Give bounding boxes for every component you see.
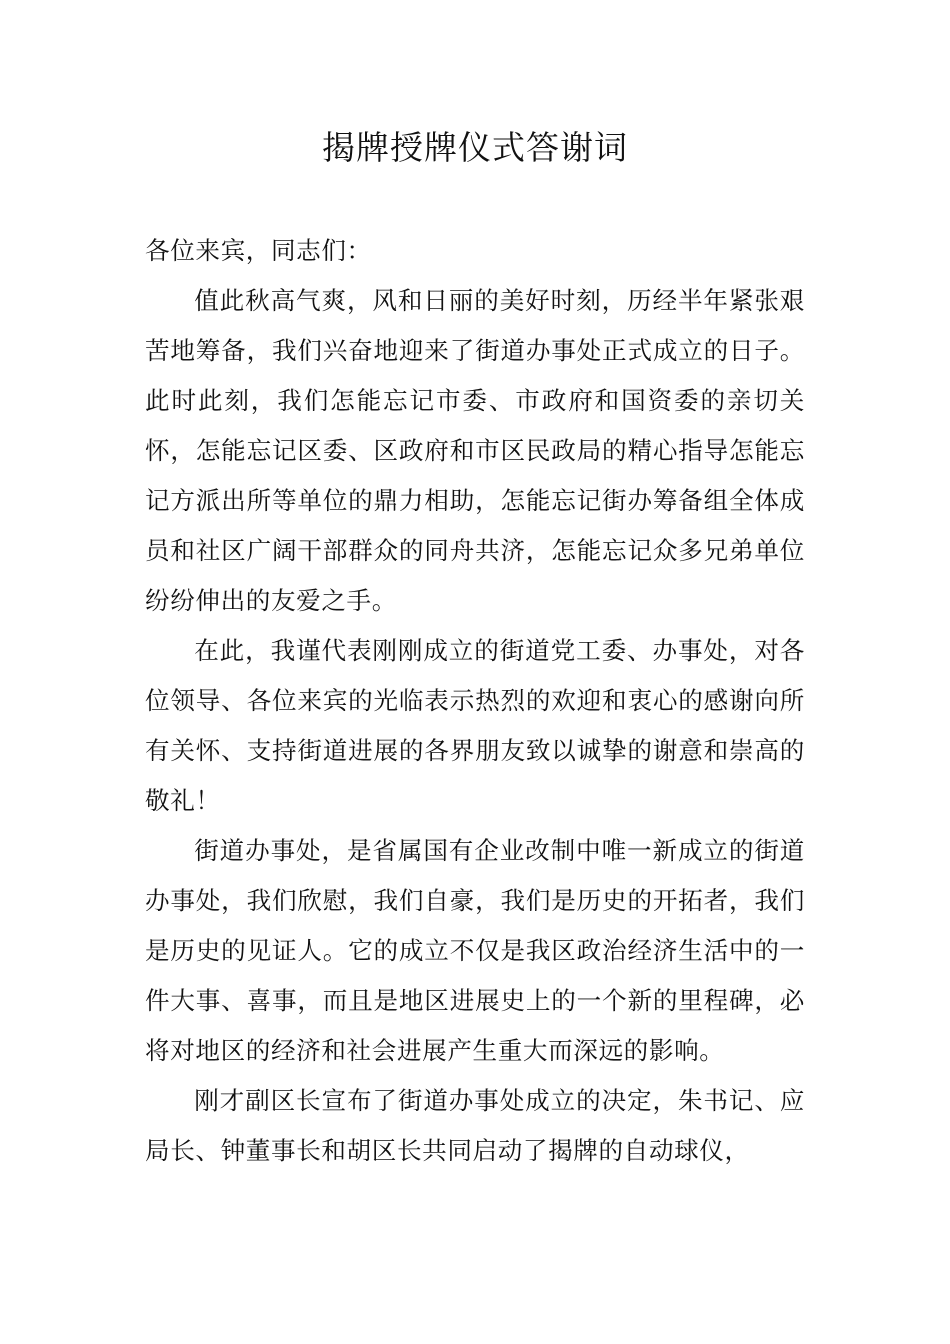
document-body [145,226,805,1176]
greeting-line: 各位来宾，同志们： [145,236,372,265]
paragraph: 在此，我谨代表刚刚成立的街道党工委、办事处，对各位领导、各位来宾的光临表示热烈的欢迎和衷心的感谢向所有关怀、支持街道进展的各界朋友致以诚挚的谢意和崇高的敬礼！ [145,636,805,815]
paragraph: 刚才副区长宣布了街道办事处成立的决定，朱书记、应局长、钟董事长和胡区长共同启动了揭牌的自动球仪， [145,1086,805,1165]
document-title: 揭牌授牌仪式答谢词 [322,128,628,167]
paragraph: 值此秋高气爽，风和日丽的美好时刻，历经半年紧张艰苦地筹备，我们兴奋地迎来了街道办事处正式成立的日子。此时此刻，我们怎能忘记市委、市政府和国资委的亲切关怀，怎能忘记区委、区政府和市区民政局的精心指导怎能忘记方派出所等单位的鼎力相助，怎能忘记街办筹备组全体成员和社区广阔干部群众的同舟共济，怎能忘记众多兄弟单位纷纷伸出的友爱之手。 [145,286,805,615]
paragraph: 街道办事处，是省属国有企业改制中唯一新成立的街道办事处，我们欣慰，我们自豪，我们是历史的开拓者，我们是历史的见证人。它的成立不仅是我区政治经济生活中的一件大事、喜事，而且是地区进展史上的一个新的里程碑，必将对地区的经济和社会进展产生重大而深远的影响。 [145,836,805,1065]
